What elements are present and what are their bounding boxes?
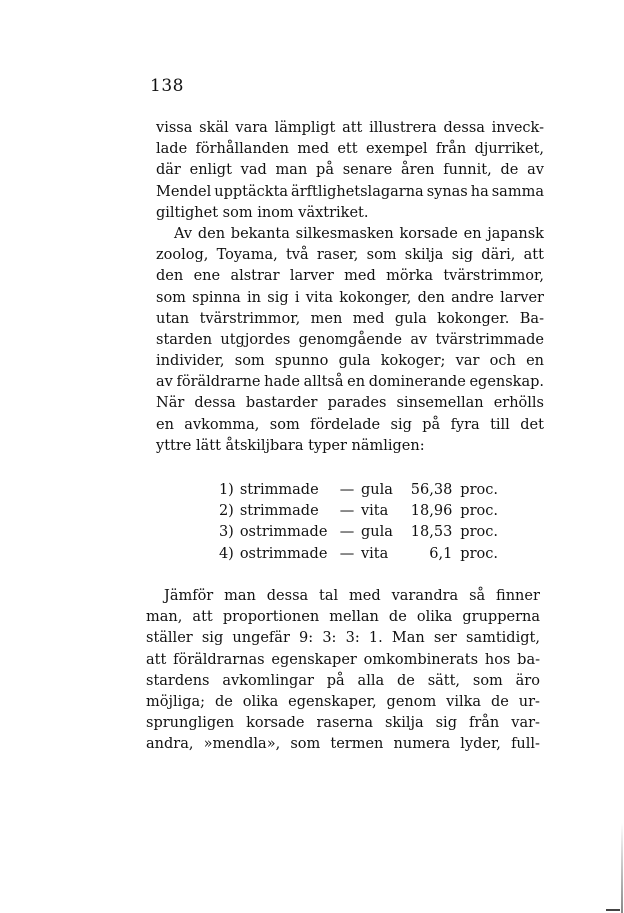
row-number: 2) xyxy=(218,503,234,520)
text-line: Av den bekanta silkesmasken korsade en japansk xyxy=(174,225,544,242)
unit: proc. xyxy=(460,503,498,520)
row-number: 1) xyxy=(218,482,234,498)
cocoon-color: vita xyxy=(360,545,389,562)
text-line: som spinna in sig i vita kokonger, den andre larver xyxy=(156,289,544,306)
text-line: sprungligen korsade raserna skilja sig från var- xyxy=(146,715,540,732)
cocoon-color: gula xyxy=(360,482,393,498)
text-line: individer, som spunno gula kokoger; var och en xyxy=(156,353,544,370)
stripe-type: strimmade xyxy=(239,503,319,520)
text-line: att föräldrarnas egenskaper omkombinerats hos ba- xyxy=(146,651,540,668)
row-number: 3) xyxy=(218,524,234,541)
dash: — xyxy=(339,482,355,498)
text-line: en avkomma, som fördelade sig på fyra till det xyxy=(156,416,544,433)
cocoon-color: gula xyxy=(360,524,393,541)
text-line: Jämför man dessa tal med varandra så finner xyxy=(164,588,540,604)
dash: — xyxy=(339,503,355,520)
stripe-type: ostrimmade xyxy=(239,524,328,541)
text-line: utan tvärstrimmor, men med gula kokonger. Ba- xyxy=(156,310,544,327)
text-line: där enligt vad man på senare åren funnit, de av xyxy=(156,162,544,179)
text-line: starden utgjordes genomgående av tvärstrimmade xyxy=(156,331,544,348)
text-line: av föräldrarne hade alltså en dominerande egenskap. xyxy=(156,374,544,391)
unit: proc. xyxy=(460,482,498,498)
page-edge-shadow xyxy=(621,823,623,913)
text-line: yttre lätt åtskiljbara typer nämligen: xyxy=(156,437,425,454)
text-line: Mendel upptäckta ärftlighetslagarna synas ha samma xyxy=(156,183,544,200)
text-line: När dessa bastarder parades sinsemellan erhölls xyxy=(156,395,544,412)
percentage-value: 56,38 xyxy=(410,482,453,498)
table-row xyxy=(210,522,500,543)
dash: — xyxy=(339,524,355,541)
page-number: 138 xyxy=(150,76,184,96)
text-line: vissa skäl vara lämpligt att illustrera dessa inveck- xyxy=(156,120,544,136)
cocoon-color: vita xyxy=(360,503,389,520)
unit: proc. xyxy=(460,524,498,541)
text-block-bottom xyxy=(146,586,540,756)
percentage-value: 6,1 xyxy=(429,545,453,562)
results-table xyxy=(210,480,500,565)
text-line: lade förhållanden med ett exempel från djurriket, xyxy=(156,141,544,158)
text-line: stardens avkomlingar på alla de sätt, som äro xyxy=(146,672,540,689)
text-line: ställer sig ungefär 9: 3: 3: 1. Man ser samtidigt, xyxy=(146,630,540,647)
text-line: den ene alstrar larver med mörka tvärstrimmor, xyxy=(156,268,544,285)
text-line: man, att proportionen mellan de olika grupperna xyxy=(146,609,540,626)
table-row xyxy=(210,501,500,522)
table-row xyxy=(210,544,500,565)
text-line: giltighet som inom växtriket. xyxy=(156,204,369,221)
stripe-type: strimmade xyxy=(239,482,319,498)
percentage-value: 18,53 xyxy=(410,524,453,541)
stripe-type: ostrimmade xyxy=(239,545,328,562)
page-corner-mark xyxy=(606,909,620,911)
text-block-top xyxy=(156,118,544,457)
table-row xyxy=(210,480,500,501)
row-number: 4) xyxy=(218,545,234,562)
text-line: zoolog, Toyama, två raser, som skilja sig däri, att xyxy=(156,247,544,264)
text-line: andra, »mendla», som termen numera lyder, full- xyxy=(146,736,540,753)
dash: — xyxy=(339,545,355,562)
unit: proc. xyxy=(460,545,498,562)
percentage-value: 18,96 xyxy=(410,503,453,520)
text-line: möjliga; de olika egenskaper, genom vilka de ur- xyxy=(146,693,540,710)
